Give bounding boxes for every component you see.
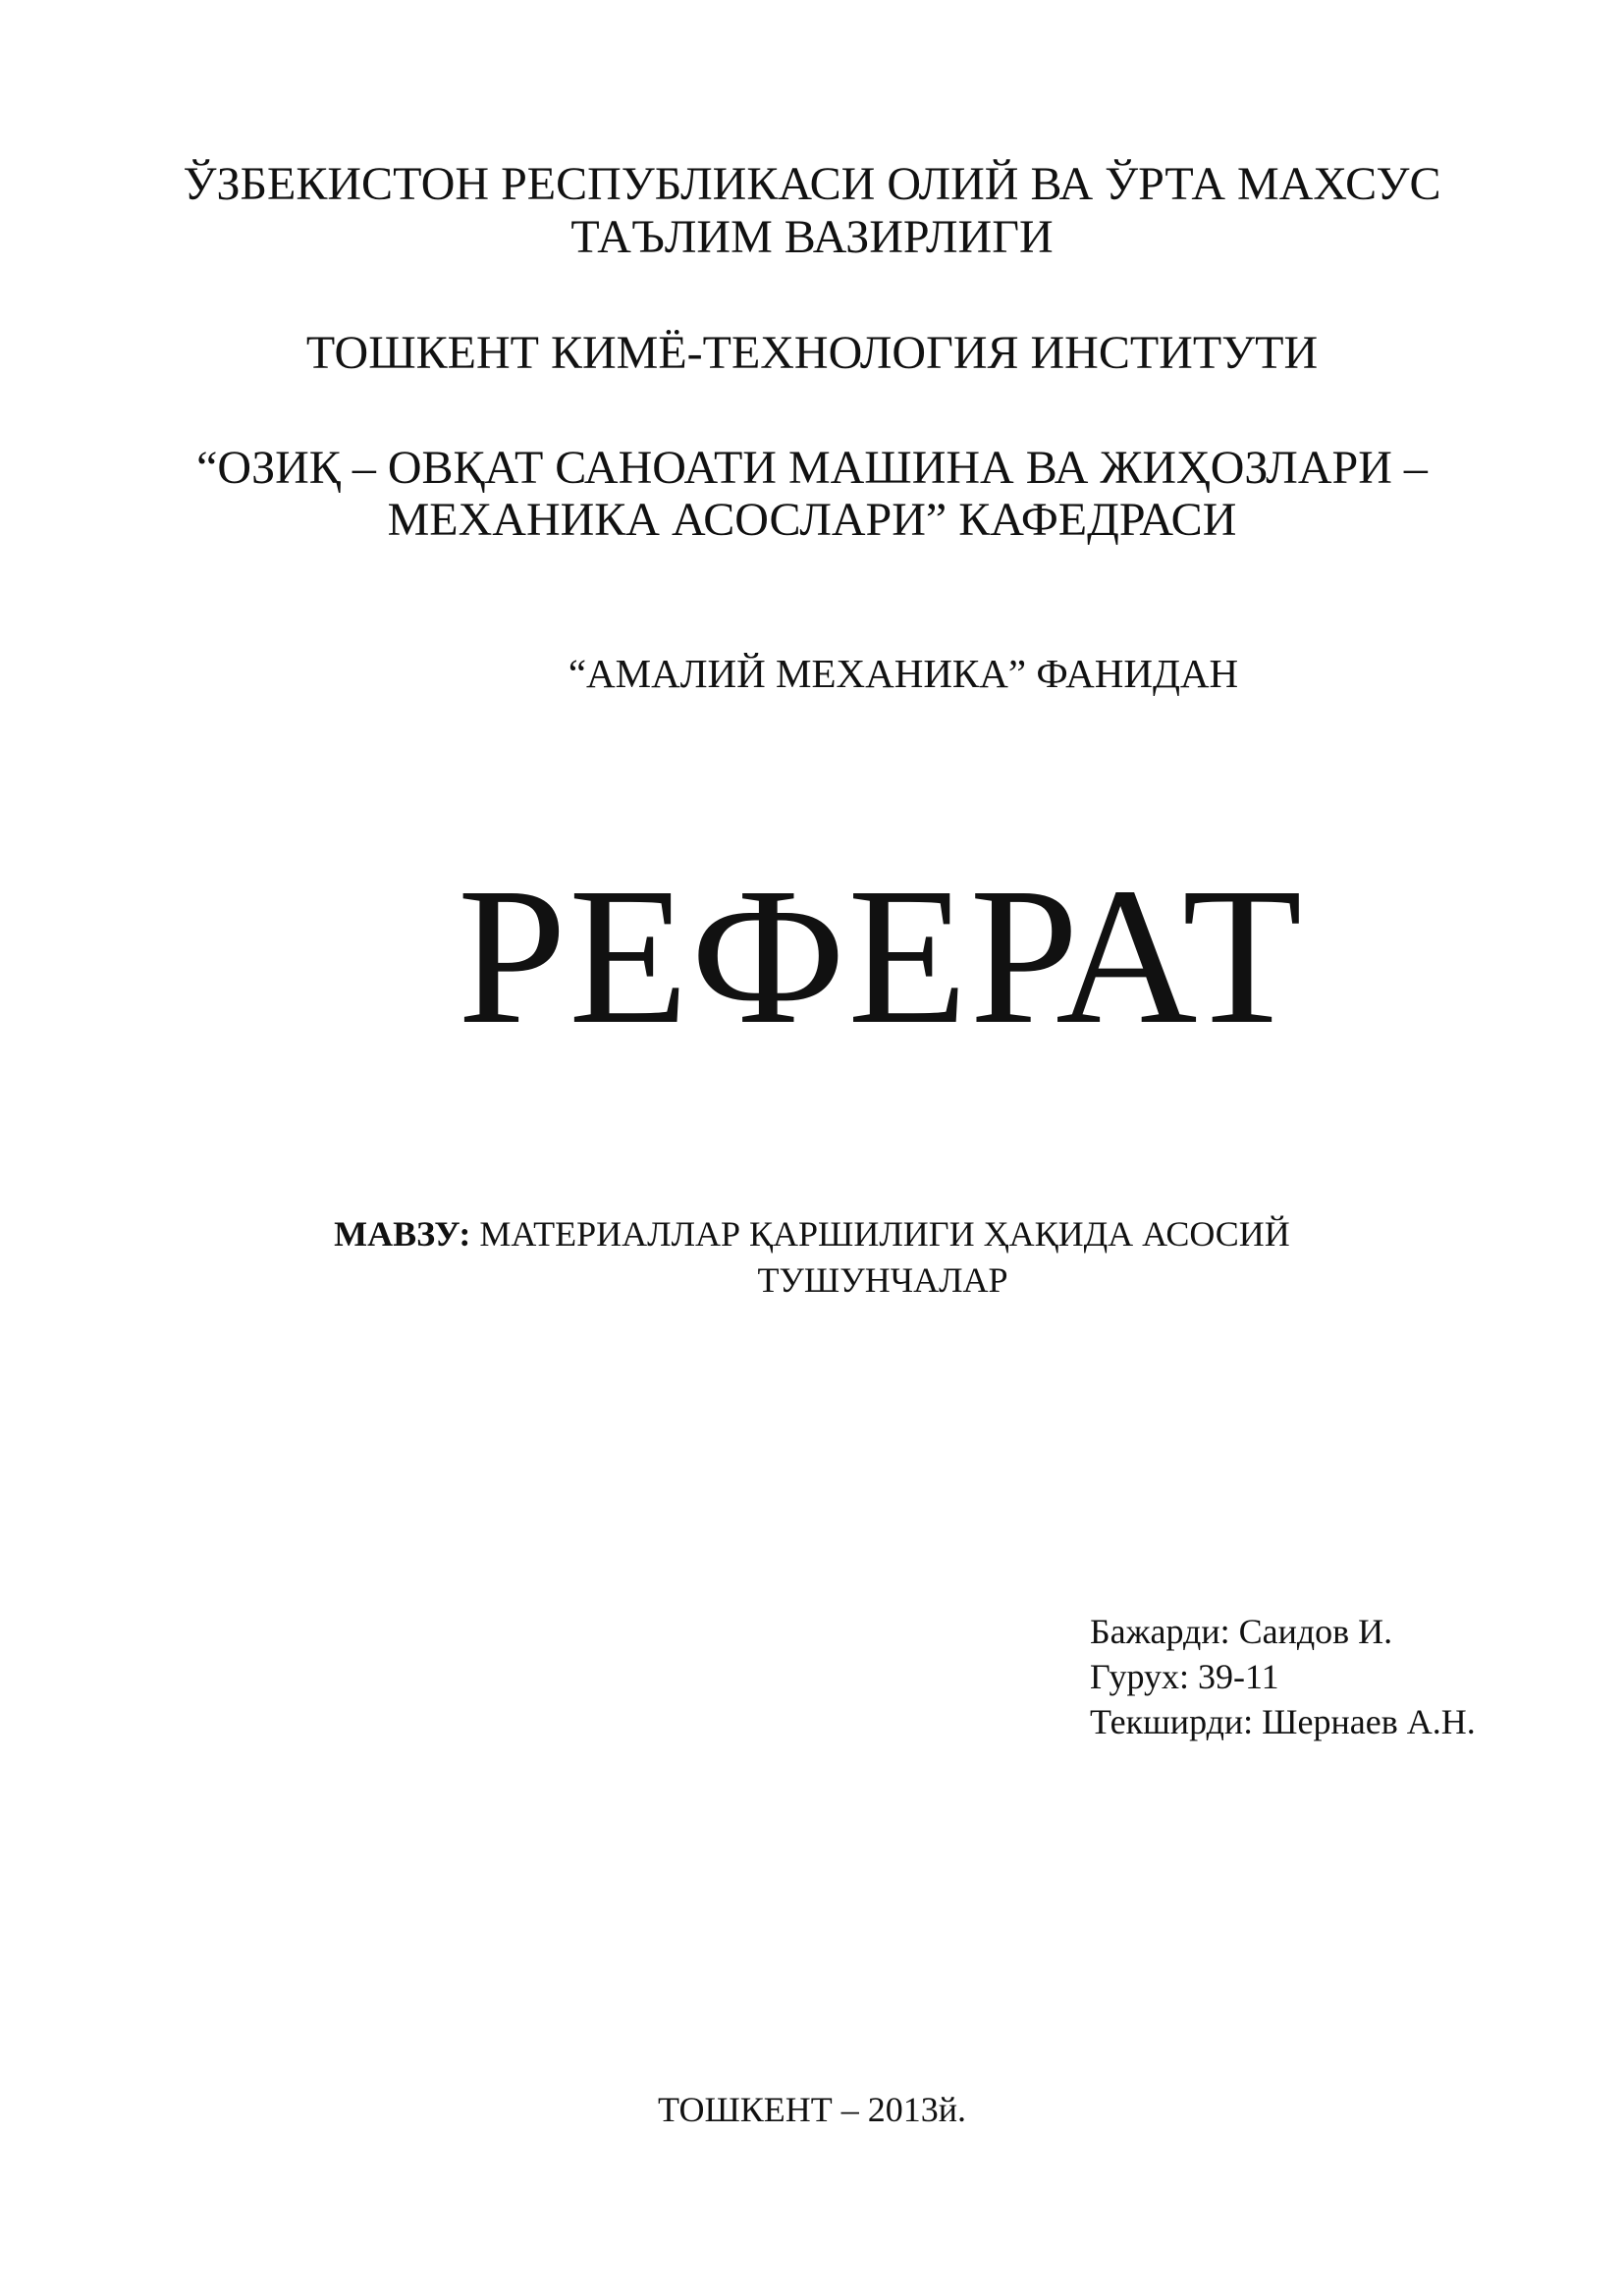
department-line-1: “ОЗИҚ – ОВҚАТ САНОАТИ МАШИНА ВА ЖИҲОЗЛАРИ – [196, 442, 1428, 494]
topic-line-1 [0, 1212, 1624, 1255]
ministry-line-2: ТАЪЛИМ ВАЗИРЛИГИ [570, 211, 1054, 263]
ministry-line-1: ЎЗБЕКИСТОН РЕСПУБЛИКАСИ ОЛИЙ ВА ЎРТА МАХСУС [183, 158, 1441, 210]
subject-line: “АМАЛИЙ МЕХАНИКА” ФАНИДАН [568, 651, 1239, 696]
institute-name: ТОШКЕНТ КИМЁ-ТЕХНОЛОГИЯ ИНСТИТУТИ [305, 327, 1319, 379]
department-line-2: МЕХАНИКА АСОСЛАРИ” КАФЕДРАСИ [387, 494, 1237, 546]
topic-text-1: МАТЕРИАЛЛАР ҚАРШИЛИГИ ҲАҚИДА АСОСИЙ [470, 1214, 1290, 1254]
document-title: РЕФЕРАТ [457, 848, 1305, 1065]
checked-by: Текширди: Шернаев А.Н. [1090, 1702, 1476, 1741]
footer-city-year: ТОШКЕНТ – 2013й. [657, 2090, 967, 2129]
performed-by: Бажарди: Саидов И. [1090, 1612, 1393, 1651]
topic-label: МАВЗУ: [334, 1214, 471, 1254]
group-number: Гурух: 39-11 [1090, 1657, 1279, 1696]
topic-line-2: ТУШУНЧАЛАР [757, 1260, 1008, 1300]
